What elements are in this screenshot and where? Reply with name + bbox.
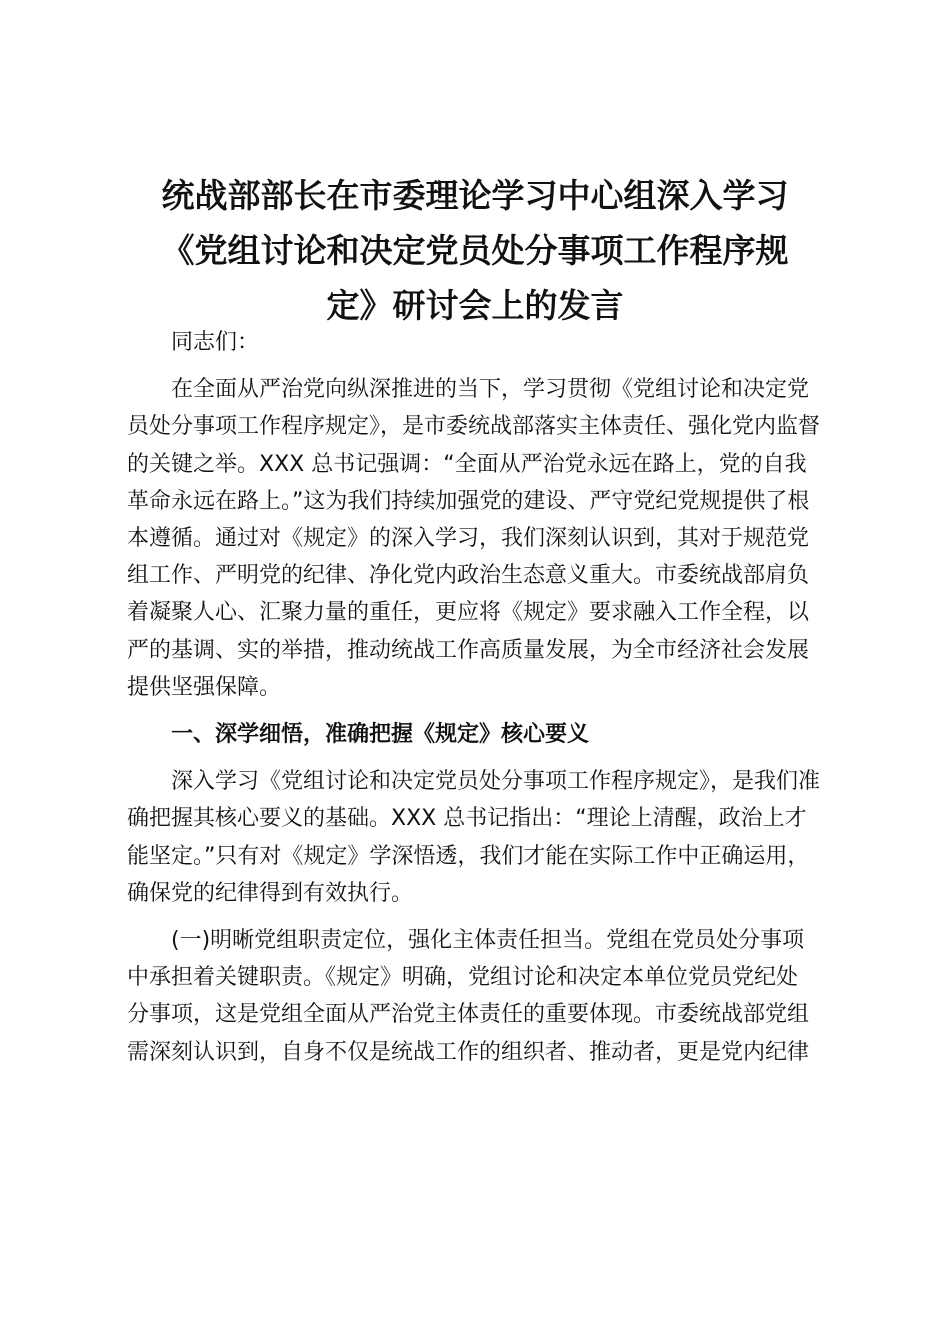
paragraph-line: 中承担着关键职责。《规定》明确，党组讨论和决定本单位党员党纪处: [127, 965, 799, 991]
paragraph-line: 能坚定。”只有对《规定》学深悟透，我们才能在实际工作中正确运用，: [127, 843, 810, 869]
document-body: [127, 324, 832, 1071]
paragraph-line: 员处分事项工作程序规定》，是市委统战部落实主体责任、强化党内监督: [127, 414, 821, 440]
paragraph-line: 深入学习《党组讨论和决定党员处分事项工作程序规定》，是我们准: [171, 769, 821, 795]
paragraph-line: 分事项，这是党组全面从严治党主体责任的重要体现。市委统战部党组: [127, 1002, 810, 1028]
paragraph-line: (一)明晰党组职责定位，强化主体责任担当。党组在党员处分事项: [171, 928, 805, 954]
paragraph-line: 组工作、严明党的纪律、净化党内政治生态意义重大。市委统战部肩负: [127, 563, 810, 589]
paragraph-line: 的关键之举。XXX 总书记强调：“全面从严治党永远在路上，党的自我: [127, 451, 807, 477]
paragraph-line: 着凝聚人心、汇聚力量的重任，更应将《规定》要求融入工作全程，以: [127, 600, 810, 626]
title-line: 统战部部长在市委理论学习中心组深入学习: [161, 176, 789, 215]
paragraph-line: 在全面从严治党向纵深推进的当下，学习贯彻《党组讨论和决定党: [171, 377, 810, 403]
paragraph-line: 确把握其核心要义的基础。XXX 总书记指出：“理论上清醒，政治上才: [127, 806, 807, 832]
document-title: [100, 168, 850, 333]
title-line: 定》研讨会上的发言: [326, 286, 624, 325]
paragraph-line: 本遵循。通过对《规定》的深入学习，我们深刻认识到，其对于规范党: [127, 526, 810, 552]
section-heading: 一、深学细悟，准确把握《规定》核心要义: [171, 722, 590, 748]
paragraph-line: 需深刻认识到，自身不仅是统战工作的组织者、推动者，更是党内纪律: [127, 1039, 810, 1065]
paragraph-line: 革命永远在路上。”这为我们持续加强党的建设、严守党纪党规提供了根: [127, 488, 810, 514]
greeting: 同志们：: [171, 330, 260, 355]
paragraph-line: 确保党的纪律得到有效执行。: [127, 880, 414, 906]
paragraph-line: 提供坚强保障。: [127, 674, 282, 700]
title-line: 《党组讨论和决定党员处分事项工作程序规: [161, 231, 789, 270]
paragraph-line: 严的基调、实的举措，推动统战工作高质量发展，为全市经济社会发展: [127, 637, 810, 663]
